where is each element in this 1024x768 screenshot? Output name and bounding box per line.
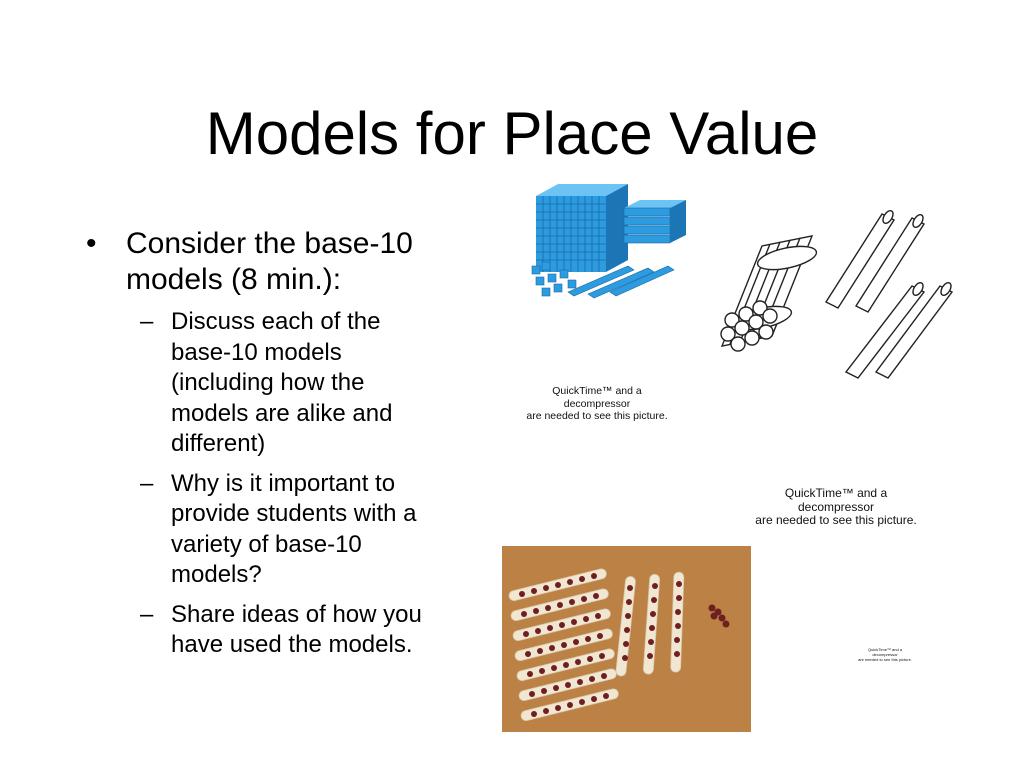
sub-bullet-line: models? <box>171 561 262 588</box>
placeholder-line: QuickTime™ and a <box>784 486 888 500</box>
placeholder-line: are needed to see this picture. <box>526 410 668 422</box>
sub-bullet-line: different) <box>171 430 266 457</box>
sub-bullet-line: Share ideas of how you <box>171 600 422 628</box>
bullet-text: Consider the base-10 models (8 min.): <box>126 227 413 296</box>
sub-bullet-item <box>84 469 484 591</box>
placeholder-line: decompressor <box>563 397 631 410</box>
sub-bullet-line: provide students with a <box>171 500 417 527</box>
quicktime-placeholder <box>850 647 920 662</box>
placeholder-line: are needed to see this picture. <box>858 657 912 662</box>
sub-bullet-line: (including how the <box>171 369 365 396</box>
quicktime-placeholder <box>522 385 672 423</box>
sub-bullet-line: base-10 models <box>171 338 342 366</box>
sub-bullet-line: Why is it important to <box>171 469 396 497</box>
sub-bullet-item <box>84 600 484 661</box>
placeholder-line: are needed to see this picture. <box>755 513 917 527</box>
bean-sticks-photo <box>502 546 751 732</box>
base-ten-blocks-photo <box>528 182 690 306</box>
dash-marker: – <box>140 469 154 497</box>
placeholder-line: decompressor <box>872 652 898 657</box>
placeholder-line: QuickTime™ and a <box>552 385 642 397</box>
placeholder-line: QuickTime™ and a <box>867 647 903 652</box>
bullet-item <box>84 226 484 298</box>
sub-bullet-line: Discuss each of the <box>171 308 381 335</box>
sub-bullet-item <box>84 307 484 460</box>
quicktime-placeholder <box>746 487 926 528</box>
straw-bundles-illustration <box>712 206 956 382</box>
slide-title: Models for Place Value <box>205 100 819 167</box>
dash-marker: – <box>140 308 154 335</box>
dash-marker: – <box>140 600 154 628</box>
sub-bullet-line: models are alike and <box>171 399 393 427</box>
bullet-dot: • <box>86 227 97 260</box>
sub-bullet-line: variety of base-10 <box>171 530 362 558</box>
bullet-list <box>84 226 484 661</box>
placeholder-line: decompressor <box>797 499 875 514</box>
sub-bullet-line: have used the models. <box>171 631 413 658</box>
